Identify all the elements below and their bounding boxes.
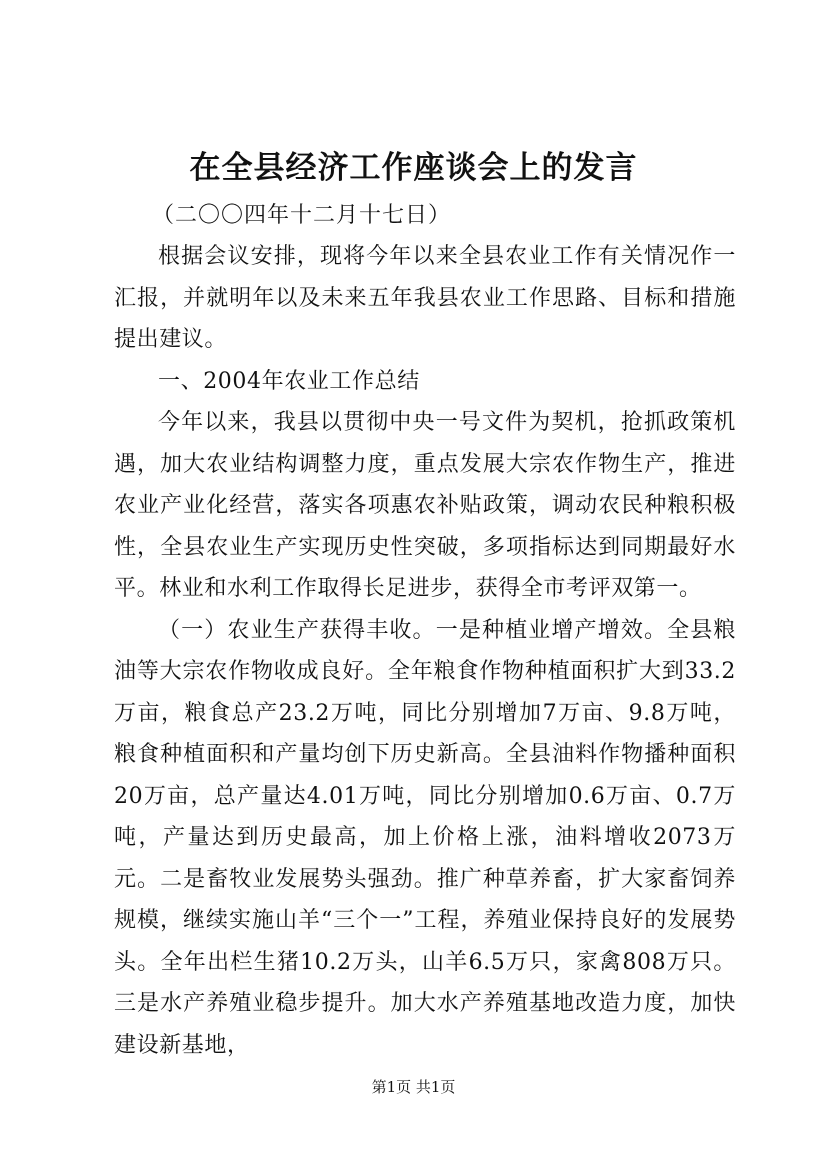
paragraph-intro: 根据会议安排，现将今年以来全县农业工作有关情况作一汇报，并就明年以及未来五年我县农业工作思路、目标和措施提出建议。 xyxy=(114,244,736,352)
document-title: 在全县经济工作座谈会上的发言 xyxy=(189,150,638,186)
paragraph-summary: 今年以来，我县以贯彻中央一号文件为契机，抢抓政策机遇，加大农业结构调整力度，重点发展大宗农作物生产，推进农业产业化经营，落实各项惠农补贴政策，调动农民种粮积极性，全县农业生产实现历史性突破，多项指标达到同期最好水平。林业和水利工作取得长足进步，获得全市考评双第一。 xyxy=(114,410,736,601)
paragraph-agriculture: （一）农业生产获得丰收。一是种植业增产增效。全县粮油等大宗农作物收成良好。全年粮食作物种植面积扩大到33.2万亩，粮食总产23.2万吨，同比分别增加7万亩、9.8万吨，粮食种植面积和产量均创下历史新高。全县油料作物播种面积20万亩，总产量达4.01万吨，同比分别增加0.6万亩、0.7万吨，产量达到历史最高，加上价格上涨，油料增收2073万元。二是畜牧业发展势头强劲。推广种草养畜，扩大家畜饲养规模，继续实施山羊“三个一”工程，养殖业保持良好的发展势头。全年出栏生猪10.2万头，山羊6.5万只，家禽808万只。三是水产养殖业稳步提升。加大水产养殖基地改造力度，加快建设新基地， xyxy=(114,617,736,1058)
document-body xyxy=(114,236,736,1066)
document-date: （二〇〇四年十二月十七日） xyxy=(152,203,452,228)
page-footer: 第1页 共1页 xyxy=(371,1078,456,1096)
section-heading: 一、2004年农业工作总结 xyxy=(158,368,420,394)
